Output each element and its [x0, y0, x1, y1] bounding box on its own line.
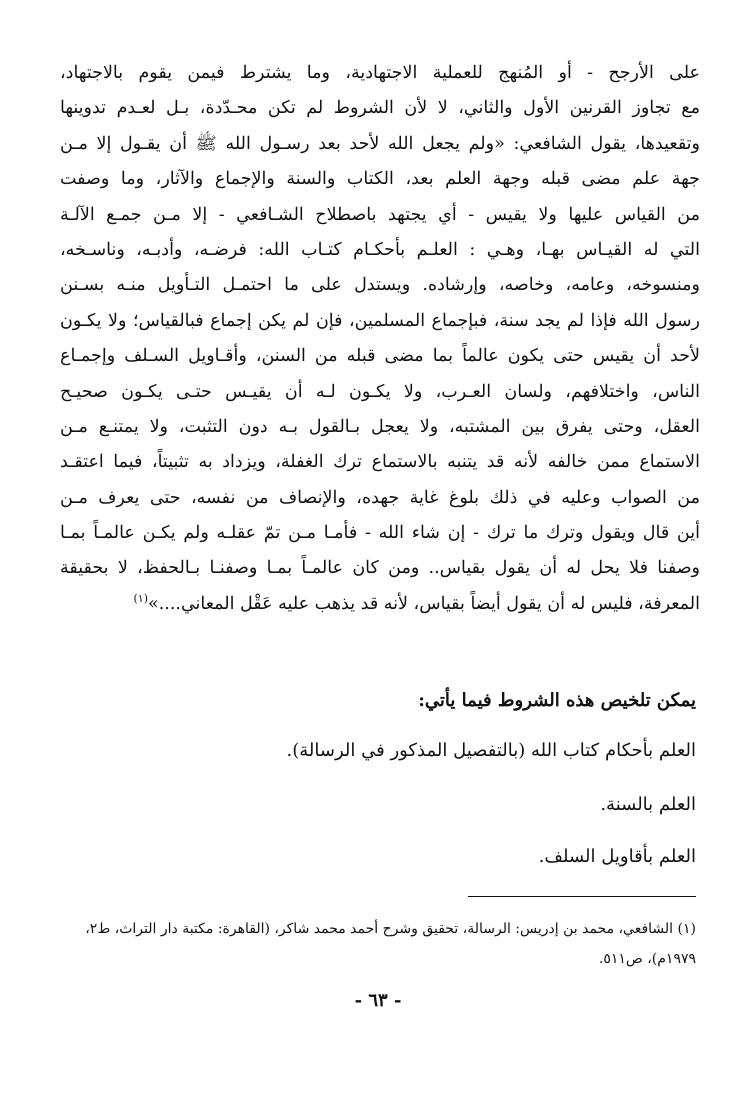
page-number: - ٦٣ - [354, 990, 402, 1011]
paragraph-line: الناس، واختلافهم، ولسان العـرب، ولا يكـون لـه أن يقيـس حتـى يكـون صحيـح [60, 381, 700, 402]
paragraph-line: أين قال ويقول وترك ما ترك - إن شاء الله - فأمـا مـن تمّ عقلـه ولم يكـن عالمـاً بمـا [60, 523, 700, 544]
paragraph-line: وتقعيدها، يقول الشافعي: «ولم يجعل الله لأحد بعد رسـول الله ﷺ أن يقـول إلا مـن [60, 133, 700, 154]
paragraph-line: مع تجاوز القرنين الأول والثاني، لا لأن الشروط لم تكن محـدّدة، بـل لعـدم تدوينها [60, 98, 700, 119]
summary-item: العلم بالسنة. [600, 794, 696, 815]
summary-heading: يمكن تلخيص هذه الشروط فيما يأتي: [418, 690, 696, 711]
paragraph-line: على الأرجح - أو المُنهج للعملية الاجتهادية، وما يشترط فيمن يقوم بالاجتهاد، [60, 63, 700, 83]
paragraph-line: الاستماع ممن خالفه لأنه قد يتنبه بالاستماع ترك الغفلة، ويزداد به تثبيتاً، فيما اعتقـد [60, 452, 700, 473]
paragraph-line: وصفنا فلا يحل له أن يقول بقياس.. ومن كان عالمـاً بمـا وصفنـا بـالحفظ، لا بحقيقة [60, 558, 701, 579]
paragraph-line: العقل، وحتى يفرق بين المشتبه، ولا يعجل بـالقول بـه دون التثبت، ولا يمتنـع مـن [60, 416, 700, 437]
paragraph-last-line [60, 587, 700, 622]
paragraph-line: من القياس عليها ولا يقيس - أي يجتهد باصطلاح الشـافعي - إلا مـن جمـع الآلـة [60, 204, 700, 225]
summary-item: العلم بأحكام كتاب الله (بالتفصيل المذكور في الرسالة). [286, 740, 696, 761]
footnote: (١) الشافعي، محمد بن إدريس: الرسالة، تحقيق وشرح أحمد محمد شاكر، (القاهرة: مكتبة دار التراث، ط٢، ١٩٧٩م)، ص٥١١. [85, 921, 696, 967]
paragraph-line: جهة علم مضى قبله وجهة العلم بعد، الكتاب والسنة والإجماع والآثار، وما وصفت [60, 169, 700, 190]
paragraph-line-text: المعرفة، فليس له أن يقول أيضاً بقياس، لأنه قد يذهب عليه عَقْل المعاني....» [147, 593, 700, 614]
paragraph-line: لأحد أن يقيس حتى يكون عالماً بما مضى قبله من السنن، وأقـاويل السـلف وإجمـاع [60, 346, 700, 367]
paragraph-line: التي له القيـاس بهـا، وهـي : العلـم بأحكـام كتـاب الله: فرضـه، وأدبـه، وناسـخه، [60, 239, 700, 260]
paragraph-line: رسول الله فإذا لم يجد سنة، فبإجماع المسلمين، فإن لم يكن إجماع فبالقياس؛ ولا يكـون [60, 310, 700, 331]
summary-item: العلم بأقاويل السلف. [538, 846, 696, 867]
paragraph-line: ومنسوخه، وعامه، وخاصه، وإرشاده. ويستدل على ما احتمـل التـأويل منـه بسـنن [60, 275, 700, 296]
main-paragraph [60, 56, 700, 622]
footnote-marker[interactable]: (١) [133, 592, 148, 606]
footnote-divider [468, 896, 696, 897]
paragraph-line: من الصواب وعليه في ذلك بلوغ غاية جهده، والإنصاف من نفسه، حتى يعرف مـن [60, 487, 700, 508]
